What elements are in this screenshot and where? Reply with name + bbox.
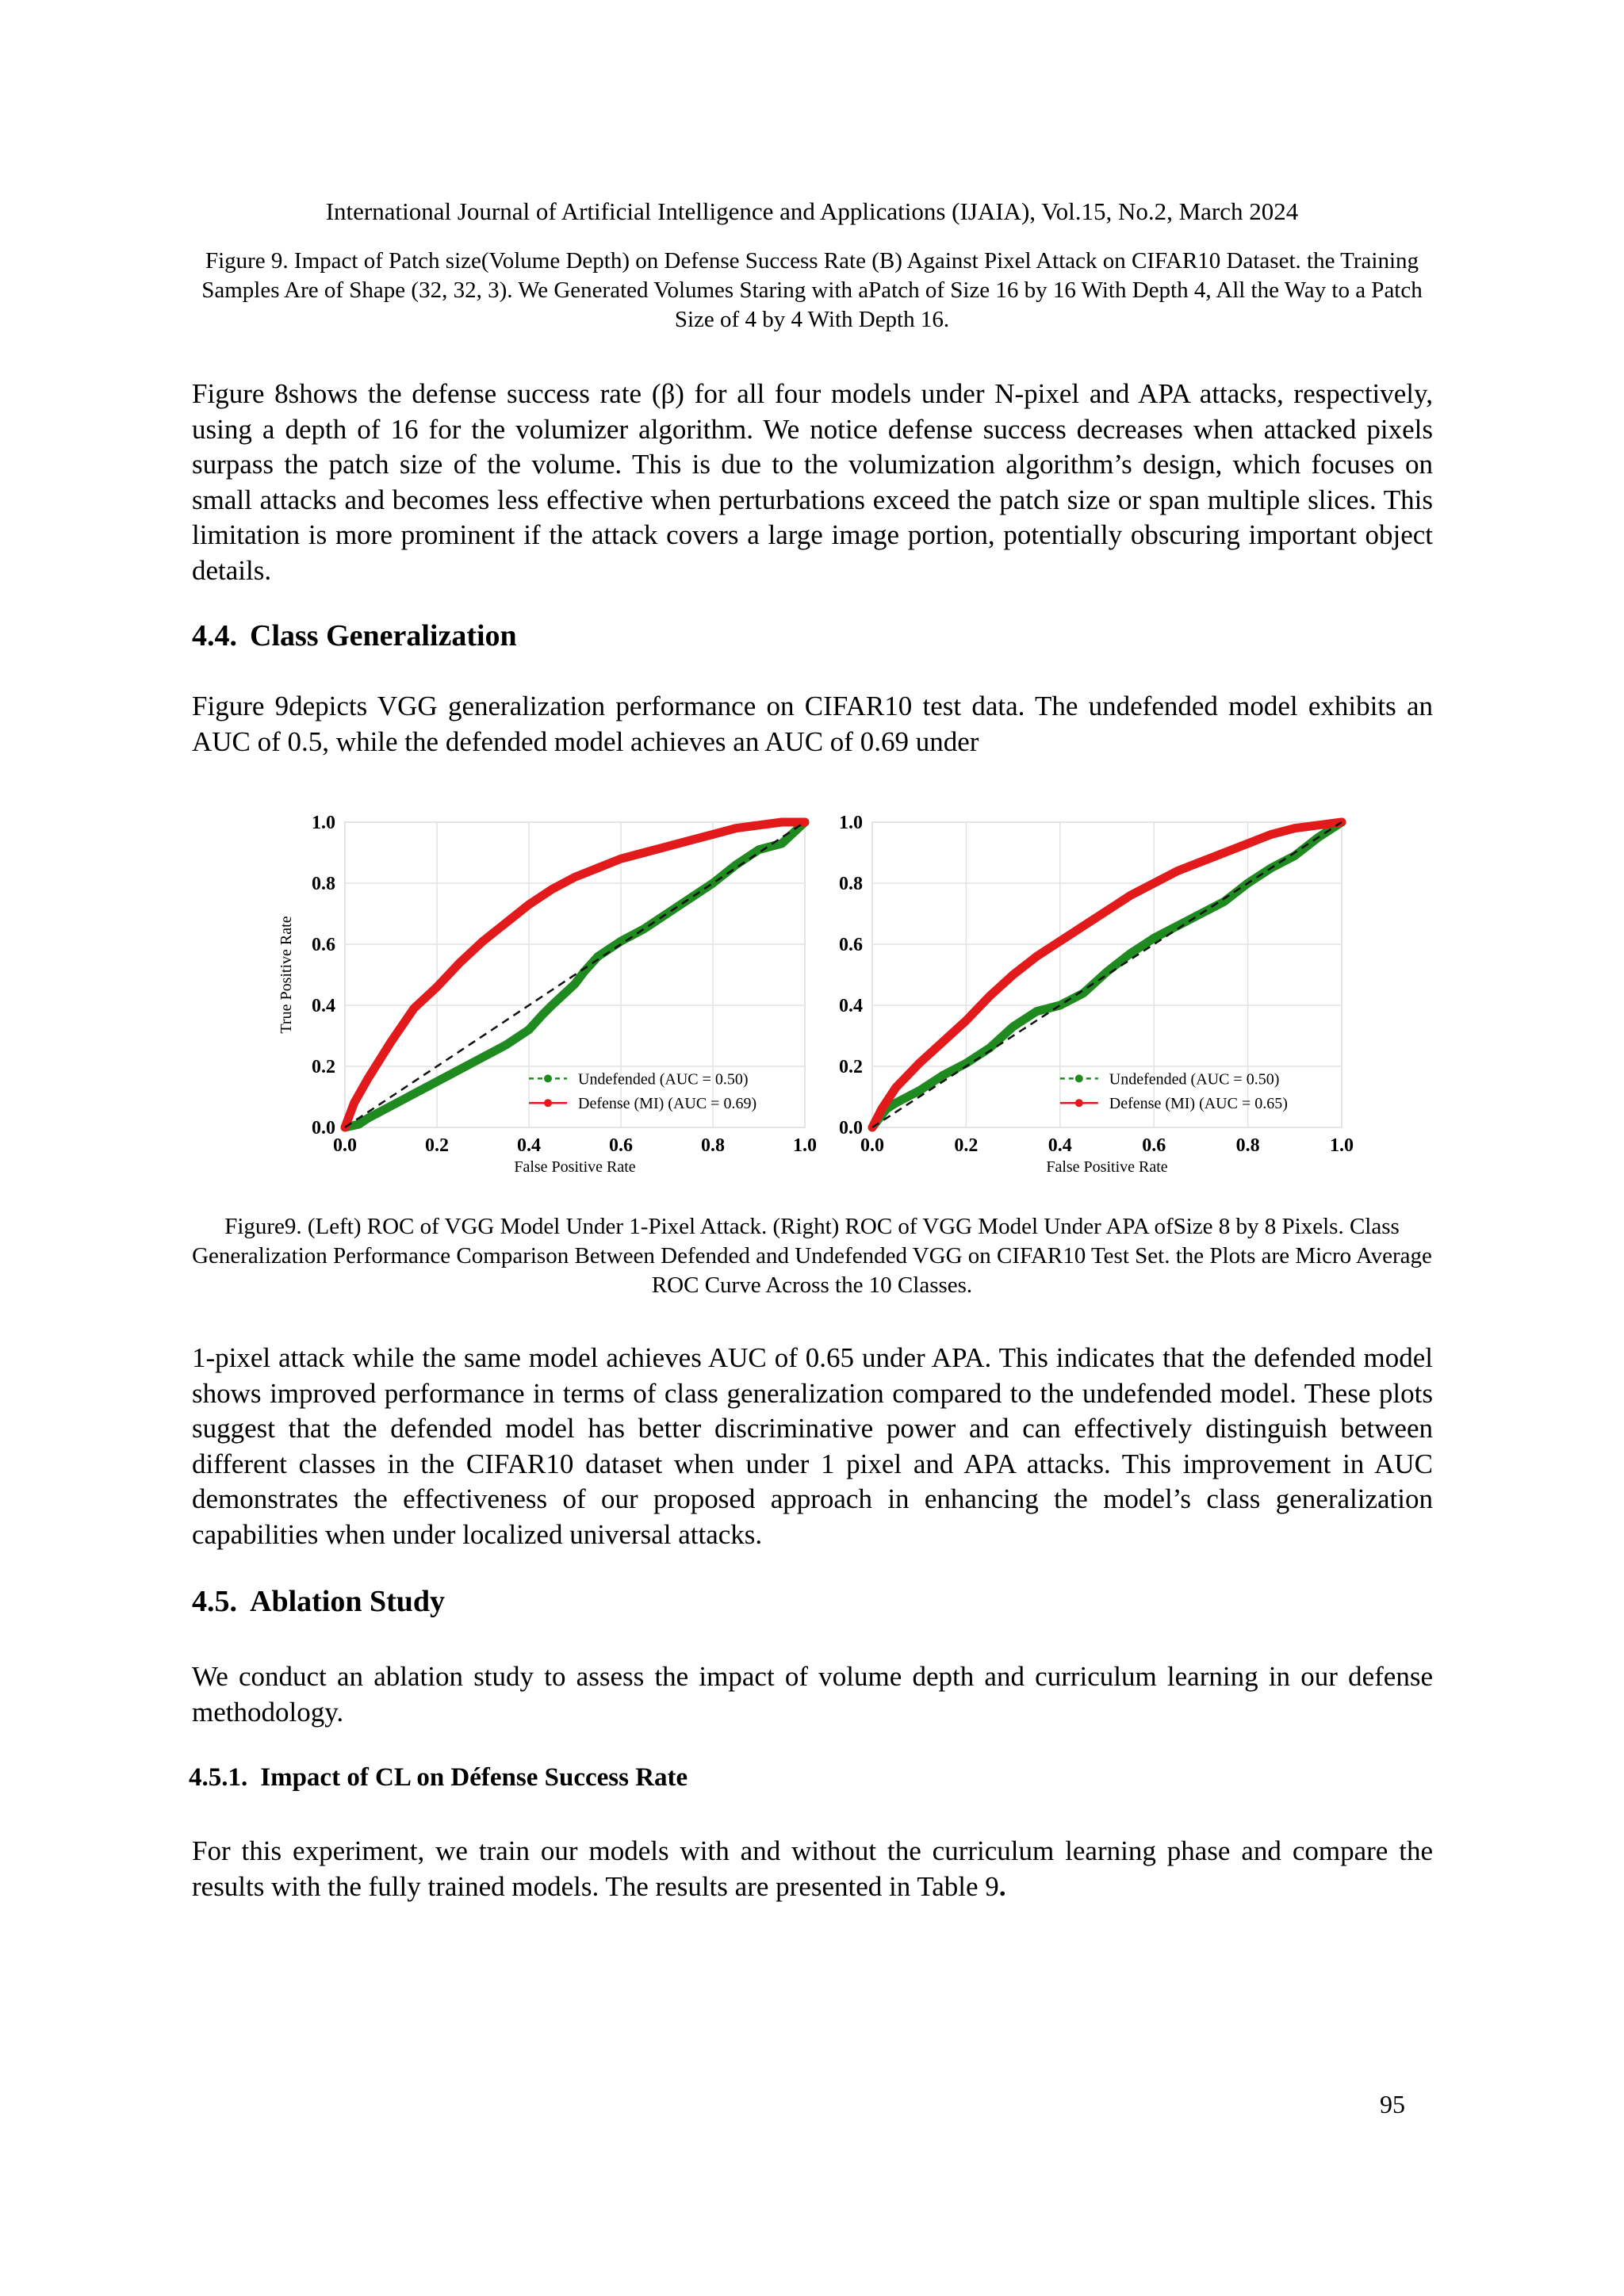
subsection-number: 4.5.1. <box>189 1763 248 1792</box>
x-tick-label: 0.4 <box>517 1135 541 1156</box>
roc-chart-right <box>801 797 1372 1177</box>
paragraph: 1-pixel attack while the same model achieves AUC of 0.65 under APA. This indicates that the defended model shows improved performance in terms of class generalization compared to the undefended model. These plots suggest that the defended model has better discriminative power and can effectively distinguish between different classes in the CIFAR10 dataset when under 1 pixel and APA attacks. This improvement in AUC demonstrates the effectiveness of our proposed approach in enhancing the model’s class generalization capabilities when under localized universal attacks. <box>192 1342 1433 1550</box>
x-tick-label: 0.6 <box>1142 1135 1166 1156</box>
x-axis-label: False Positive Rate <box>1046 1158 1168 1176</box>
y-tick-label: 1.0 <box>839 813 863 833</box>
x-tick-label: 1.0 <box>793 1135 817 1156</box>
y-tick-label: 0.0 <box>839 1118 863 1138</box>
x-tick-label: 0.0 <box>333 1135 357 1156</box>
legend-marker-dot <box>544 1099 552 1107</box>
legend-marker-dot <box>1075 1074 1083 1082</box>
legend-marker-dot <box>544 1074 552 1082</box>
paragraph: Figure 8shows the defense success rate (β) for all four models under N-pixel and APA attacks, respectively, using a depth of 16 for the volumizer algorithm. We notice defense success decreases when attacked pixels surpass the patch size of the volume. This is due to the volumization algorithm’s design, which focuses on small attacks and becomes less effective when perturbations exceed the patch size or span multiple slices. This limitation is more prominent if the attack covers a large image portion, potentially obscuring important object details. <box>192 378 1433 586</box>
y-tick-label: 0.6 <box>312 935 335 955</box>
section-heading <box>192 618 517 653</box>
legend-label: Defense (MI) (AUC = 0.69) <box>578 1095 757 1113</box>
y-tick-label: 0.2 <box>312 1057 335 1077</box>
y-tick-label: 0.8 <box>839 874 863 894</box>
legend-label: Undefended (AUC = 0.50) <box>578 1070 749 1089</box>
x-axis-label: False Positive Rate <box>514 1158 636 1176</box>
page-number: 95 <box>1380 2090 1405 2118</box>
legend-marker-dot <box>1075 1099 1083 1107</box>
legend-label: Undefended (AUC = 0.50) <box>1109 1070 1280 1089</box>
section-number: 4.4. <box>192 619 237 652</box>
roc-chart-left <box>270 797 817 1177</box>
y-tick-label: 0.2 <box>839 1057 863 1077</box>
subsection-heading <box>189 1763 688 1793</box>
paragraph <box>192 1834 1433 1904</box>
x-tick-label: 0.8 <box>701 1135 725 1156</box>
y-tick-label: 0.4 <box>312 996 335 1016</box>
y-tick-label: 1.0 <box>312 813 335 833</box>
y-tick-label: 0.4 <box>839 996 863 1016</box>
section-number: 4.5. <box>192 1585 237 1618</box>
section-title: Ablation Study <box>250 1585 446 1618</box>
paragraph: Figure 9depicts VGG generalization performance on CIFAR10 test data. The undefended model exhibits an AUC of 0.5, while the defended model achieves an AUC of 0.69 under <box>192 691 1433 757</box>
y-tick-label: 0.6 <box>839 935 863 955</box>
y-tick-label: 0.0 <box>312 1118 335 1138</box>
subsection-title: Impact of CL on Défense Success Rate <box>260 1763 688 1792</box>
x-tick-label: 0.2 <box>425 1135 449 1156</box>
x-tick-label: 0.2 <box>954 1135 979 1156</box>
paragraph-period: . <box>998 1870 1006 1902</box>
section-heading <box>192 1584 445 1619</box>
figure-caption: Figure9. (Left) ROC of VGG Model Under 1-Pixel Attack. (Right) ROC of VGG Model Under APA ofSize 8 by 8 Pixels. Class Generalization Performance Comparison Between Defended and Undefended VGG on CIFAR10 Test Set. the Plots are Micro Average ROC Curve Across the 10 Classes. <box>192 1214 1432 1298</box>
x-tick-label: 0.4 <box>1048 1135 1072 1156</box>
legend-label: Defense (MI) (AUC = 0.65) <box>1109 1095 1288 1113</box>
y-axis-label: True Positive Rate <box>278 916 295 1034</box>
running-header: International Journal of Artificial Intelligence and Applications (IJAIA), Vol.15, No.2, March 2024 <box>325 197 1299 225</box>
figure-caption-top: Figure 9. Impact of Patch size(Volume Depth) on Defense Success Rate (B) Against Pixel Attack on CIFAR10 Dataset. the Training Samples Are of Shape (32, 32, 3). We Generated Volumes Staring with aPatch of Size 16 by 16 With Depth 4, All the Way to a Patch Size of 4 by 4 With Depth 16. <box>201 248 1423 332</box>
x-tick-label: 0.6 <box>609 1135 633 1156</box>
x-tick-label: 1.0 <box>1330 1135 1354 1156</box>
x-tick-label: 0.8 <box>1235 1135 1260 1156</box>
x-tick-label: 0.0 <box>860 1135 884 1156</box>
paragraph: We conduct an ablation study to assess the impact of volume depth and curriculum learning in our defense methodology. <box>192 1661 1433 1728</box>
section-title: Class Generalization <box>250 619 517 652</box>
y-tick-label: 0.8 <box>312 874 335 894</box>
paragraph-text: For this experiment, we train our models with and without the curriculum learning phase and compare the results with the fully trained models. The results are presented in Table 9 <box>192 1835 1433 1902</box>
